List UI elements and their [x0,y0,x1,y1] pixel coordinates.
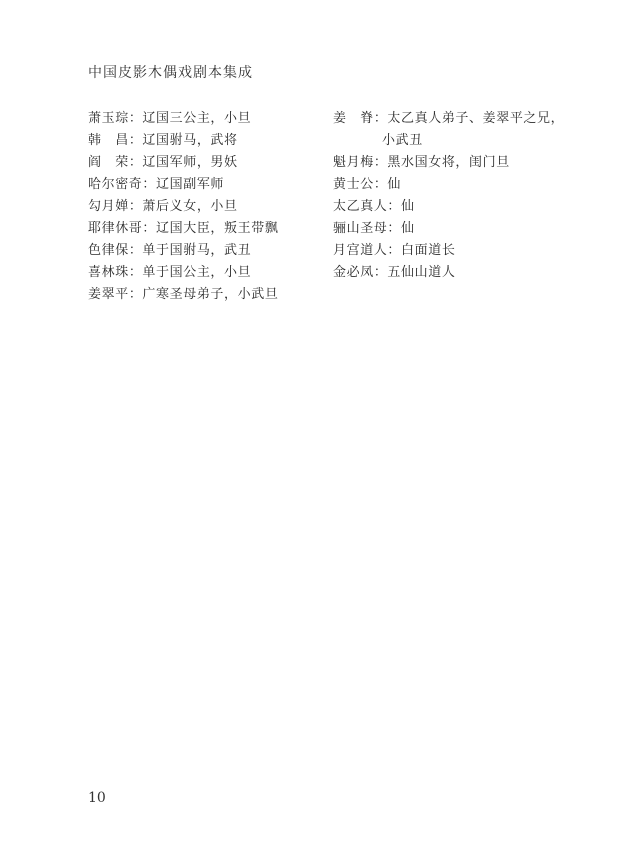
running-header: 中国皮影木偶戏剧本集成 [88,65,253,81]
cast-entry: 韩 昌：辽国驸马，武将 [88,133,238,148]
character-name: 月宫道人 [333,243,388,258]
cast-list-right [333,108,583,284]
character-desc: 黑水国女将，闺门旦 [387,155,510,170]
cast-entry: 哈尔密奇：辽国副军师 [88,177,225,192]
character-desc: 仙 [401,199,415,214]
cast-entry: 姜 脊：太乙真人弟子、姜翠平之兄， 小武丑 [333,108,583,152]
character-name: 黄士公 [333,177,374,192]
cast-entry: 黄士公：仙 [333,177,402,192]
character-desc: 太乙真人弟子、姜翠平之兄， [387,111,565,126]
character-name: 姜 脊 [333,111,374,126]
character-desc: 辽国副军师 [156,177,225,192]
character-name: 太乙真人 [333,199,388,214]
character-desc: 辽国三公主，小旦 [142,111,252,126]
character-name: 骊山圣母 [333,221,388,236]
cast-entry: 勾月婵：萧后义女，小旦 [88,199,238,214]
page-number: 10 [88,790,106,806]
character-name: 阎 荣 [88,155,129,170]
cast-entry: 骊山圣母：仙 [333,221,415,236]
character-desc-continued: 小武丑 [382,133,423,148]
cast-entry: 喜林珠：单于国公主，小旦 [88,265,252,280]
cast-entry: 姜翠平：广寒圣母弟子，小武旦 [88,287,279,302]
character-desc: 白面道长 [401,243,456,258]
character-name: 姜翠平 [88,287,129,302]
character-desc: 五仙山道人 [387,265,456,280]
character-name: 勾月婵 [88,199,129,214]
character-name: 色律保 [88,243,129,258]
character-desc: 广寒圣母弟子，小武旦 [142,287,279,302]
character-name: 哈尔密奇 [88,177,143,192]
character-desc: 仙 [401,221,415,236]
character-desc: 辽国军师，男妖 [142,155,238,170]
cast-entry: 金必凤：五仙山道人 [333,265,456,280]
character-name: 魁月梅 [333,155,374,170]
cast-entry: 阎 荣：辽国军师，男妖 [88,155,238,170]
cast-entry: 太乙真人：仙 [333,199,415,214]
character-desc: 辽国驸马，武将 [142,133,238,148]
cast-entry: 萧玉琮：辽国三公主，小旦 [88,111,252,126]
character-desc: 单于国公主，小旦 [142,265,252,280]
character-desc: 萧后义女，小旦 [142,199,238,214]
cast-entry: 魁月梅：黑水国女将，闺门旦 [333,155,510,170]
character-desc: 辽国大臣，叛王带飘 [156,221,279,236]
character-name: 金必凤 [333,265,374,280]
cast-entry: 耶律休哥：辽国大臣，叛王带飘 [88,221,279,236]
cast-list-left [88,108,338,306]
character-name: 萧玉琮 [88,111,129,126]
character-name: 耶律休哥 [88,221,143,236]
character-name: 喜林珠 [88,265,129,280]
cast-entry: 色律保：单于国驸马，武丑 [88,243,252,258]
character-desc: 单于国驸马，武丑 [142,243,252,258]
character-name: 韩 昌 [88,133,129,148]
character-desc: 仙 [387,177,402,192]
cast-entry: 月宫道人：白面道长 [333,243,456,258]
